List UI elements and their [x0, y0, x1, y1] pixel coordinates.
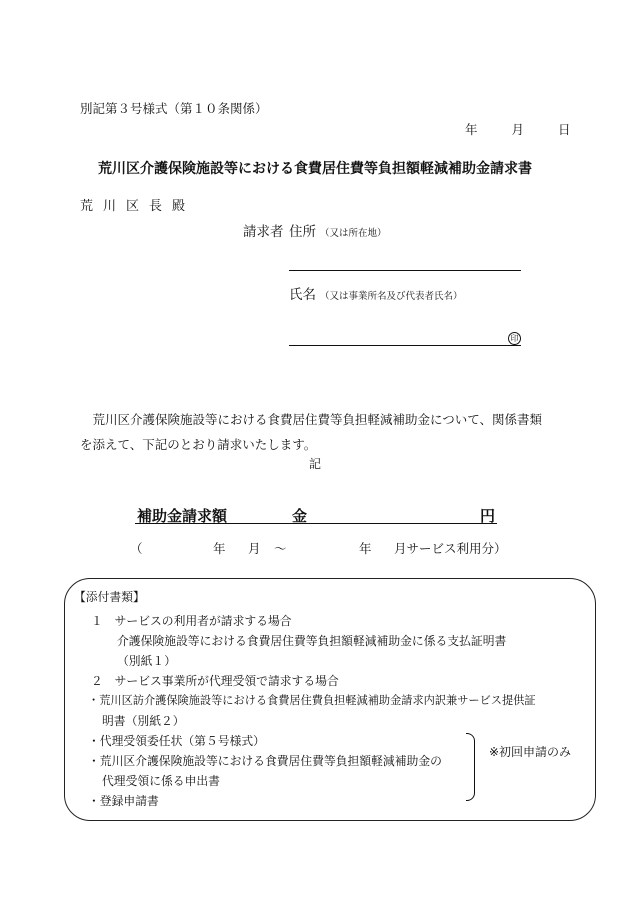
address-label: [289, 220, 387, 240]
date-month: 月: [511, 122, 524, 137]
address-note: （又は所在地）: [320, 228, 387, 239]
attachment-line: ・代理受領委任状（第５号様式）: [88, 734, 265, 748]
first-time-note: ※初回申請のみ: [489, 745, 572, 759]
document-title: 荒川区介護保険施設等における食費居住費等負担額軽減補助金請求書: [98, 161, 532, 177]
period-month1: 月: [248, 541, 261, 556]
name-label-text: 氏名: [289, 287, 316, 303]
attachments-box: [64, 578, 596, 821]
amount-input-line[interactable]: [135, 523, 497, 524]
attachments-heading: 【添付書類】: [74, 590, 145, 604]
date-line: [465, 120, 570, 138]
name-input-line[interactable]: [289, 345, 521, 346]
address-label-text: 住所: [289, 224, 316, 240]
seal-mark: 印: [508, 332, 521, 345]
period-year2: 年: [359, 541, 372, 556]
address-input-line[interactable]: [289, 270, 521, 271]
right-brace: [466, 733, 475, 801]
ki-marker: 記: [308, 457, 321, 471]
name-note: （又は事業所名及び代表者氏名）: [320, 291, 463, 302]
attachment-line: 介護保険施設等における食費居住費等負担額軽減補助金に係る支払証明書: [117, 634, 507, 648]
addressee: 荒川区長殿: [80, 199, 196, 214]
claimant-label: 請求者: [243, 224, 284, 240]
attachment-line: （別紙１）: [117, 654, 176, 668]
attachment-line: ・荒川区訪介護保険施設等における食費居住費負担軽減補助金請求内訳兼サービス提供証: [88, 694, 536, 707]
name-label: [289, 283, 463, 303]
attachment-line: ２ サービス事業所が代理受領で請求する場合: [91, 674, 339, 688]
attachment-line: 明書（別紙２）: [102, 714, 185, 728]
period-open-paren: （: [130, 541, 143, 556]
attachment-line: 代理受領に係る申出書: [102, 774, 220, 788]
amount-label: 補助金請求額: [137, 507, 228, 525]
attachment-line: ・荒川区介護保険施設等における食費居住費等負担額軽減補助金の: [88, 754, 442, 768]
date-year: 年: [465, 122, 478, 137]
request-body-text: 荒川区介護保険施設等における食費居住費等負担軽減補助金について、関係書類を添えて、下記のとおり請求いたします。: [80, 412, 543, 452]
date-day: 日: [557, 122, 571, 137]
form-number: 別記第３号様式（第１０条関係）: [80, 101, 268, 116]
period-rest: 月サービス利用分）: [394, 541, 507, 556]
attachment-line: １ サービスの利用者が請求する場合: [91, 614, 292, 628]
period-tilde: ～: [274, 541, 287, 556]
attachment-line: ・登録申請書: [88, 794, 159, 808]
period-year1: 年: [213, 541, 226, 556]
amount-kin: 金: [292, 507, 308, 525]
amount-yen: 円: [480, 507, 496, 525]
